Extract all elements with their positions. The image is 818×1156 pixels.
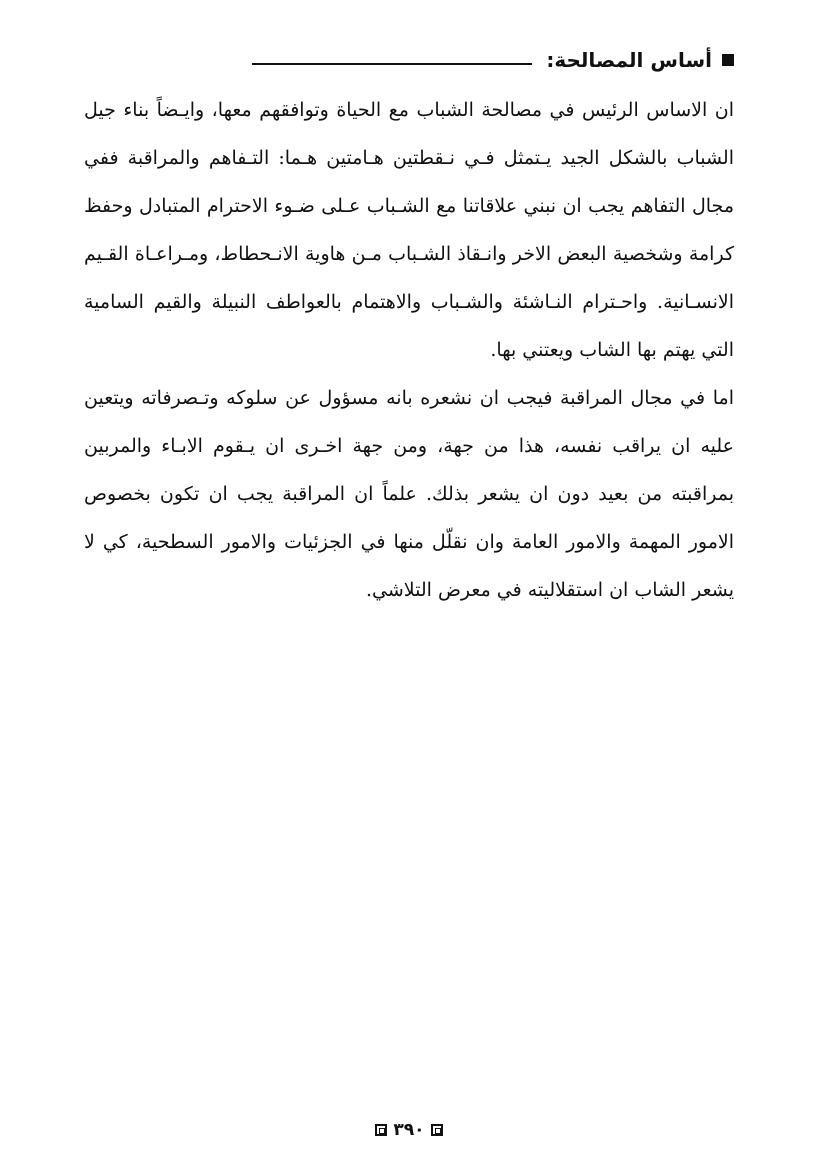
paragraph-understanding: ان الاساس الرئيس في مصالحة الشباب مع الحياة وتوافقهم معها، وايـضاً بناء جيل الشباب بالشكل الجيد يـتمثل فـي نـقطتين هـامتين هـما: التـفاهم والمراقبة ففي مجال التفاهم يجب ان نبني علاقاتنا مع الشـباب عـلى ضـوء الاحترام المتبادل وحفظ كرامة وشخصية البعض الاخر وانـقاذ الشـباب مـن هاوية الانـحطاط، ومـراعـاة القـيم الانسـانية. واحـترام النـاشئة والشـباب والاهتمام بالعواطف النبيلة والقيم السامية التي يهتم بها الشاب ويعتني بها. bbox=[84, 99, 734, 361]
paragraph-supervision: اما في مجال المراقبة فيجب ان نشعره بانه مسؤول عن سلوكه وتـصرفاته ويتعين عليه ان يراقب نفسه، هذا من جهة، ومن جهة اخـرى ان يـقوم الابـاء والمربين بمراقبته من بعيد دون ان يشعر بذلك. علماً ان المراقبة يجب ان تكون بخصوص الامور المهمة والامور العامة وان نقلّل منها في الجزئيات والامور السطحية، كي لا يشعر الشاب ان استقلاليته في معرض التلاشي. bbox=[84, 387, 734, 601]
page-footer bbox=[0, 1120, 818, 1140]
page-content bbox=[84, 38, 734, 614]
section-heading bbox=[84, 38, 734, 82]
section-title: أساس المصالحة: bbox=[546, 48, 712, 72]
page-number: ٣٩٠ bbox=[393, 1120, 425, 1140]
heading-underline-rule bbox=[252, 63, 532, 65]
square-bullet-icon bbox=[722, 54, 734, 66]
footer-ornament-left-icon bbox=[375, 1124, 387, 1136]
footer-ornament-right-icon bbox=[431, 1124, 443, 1136]
